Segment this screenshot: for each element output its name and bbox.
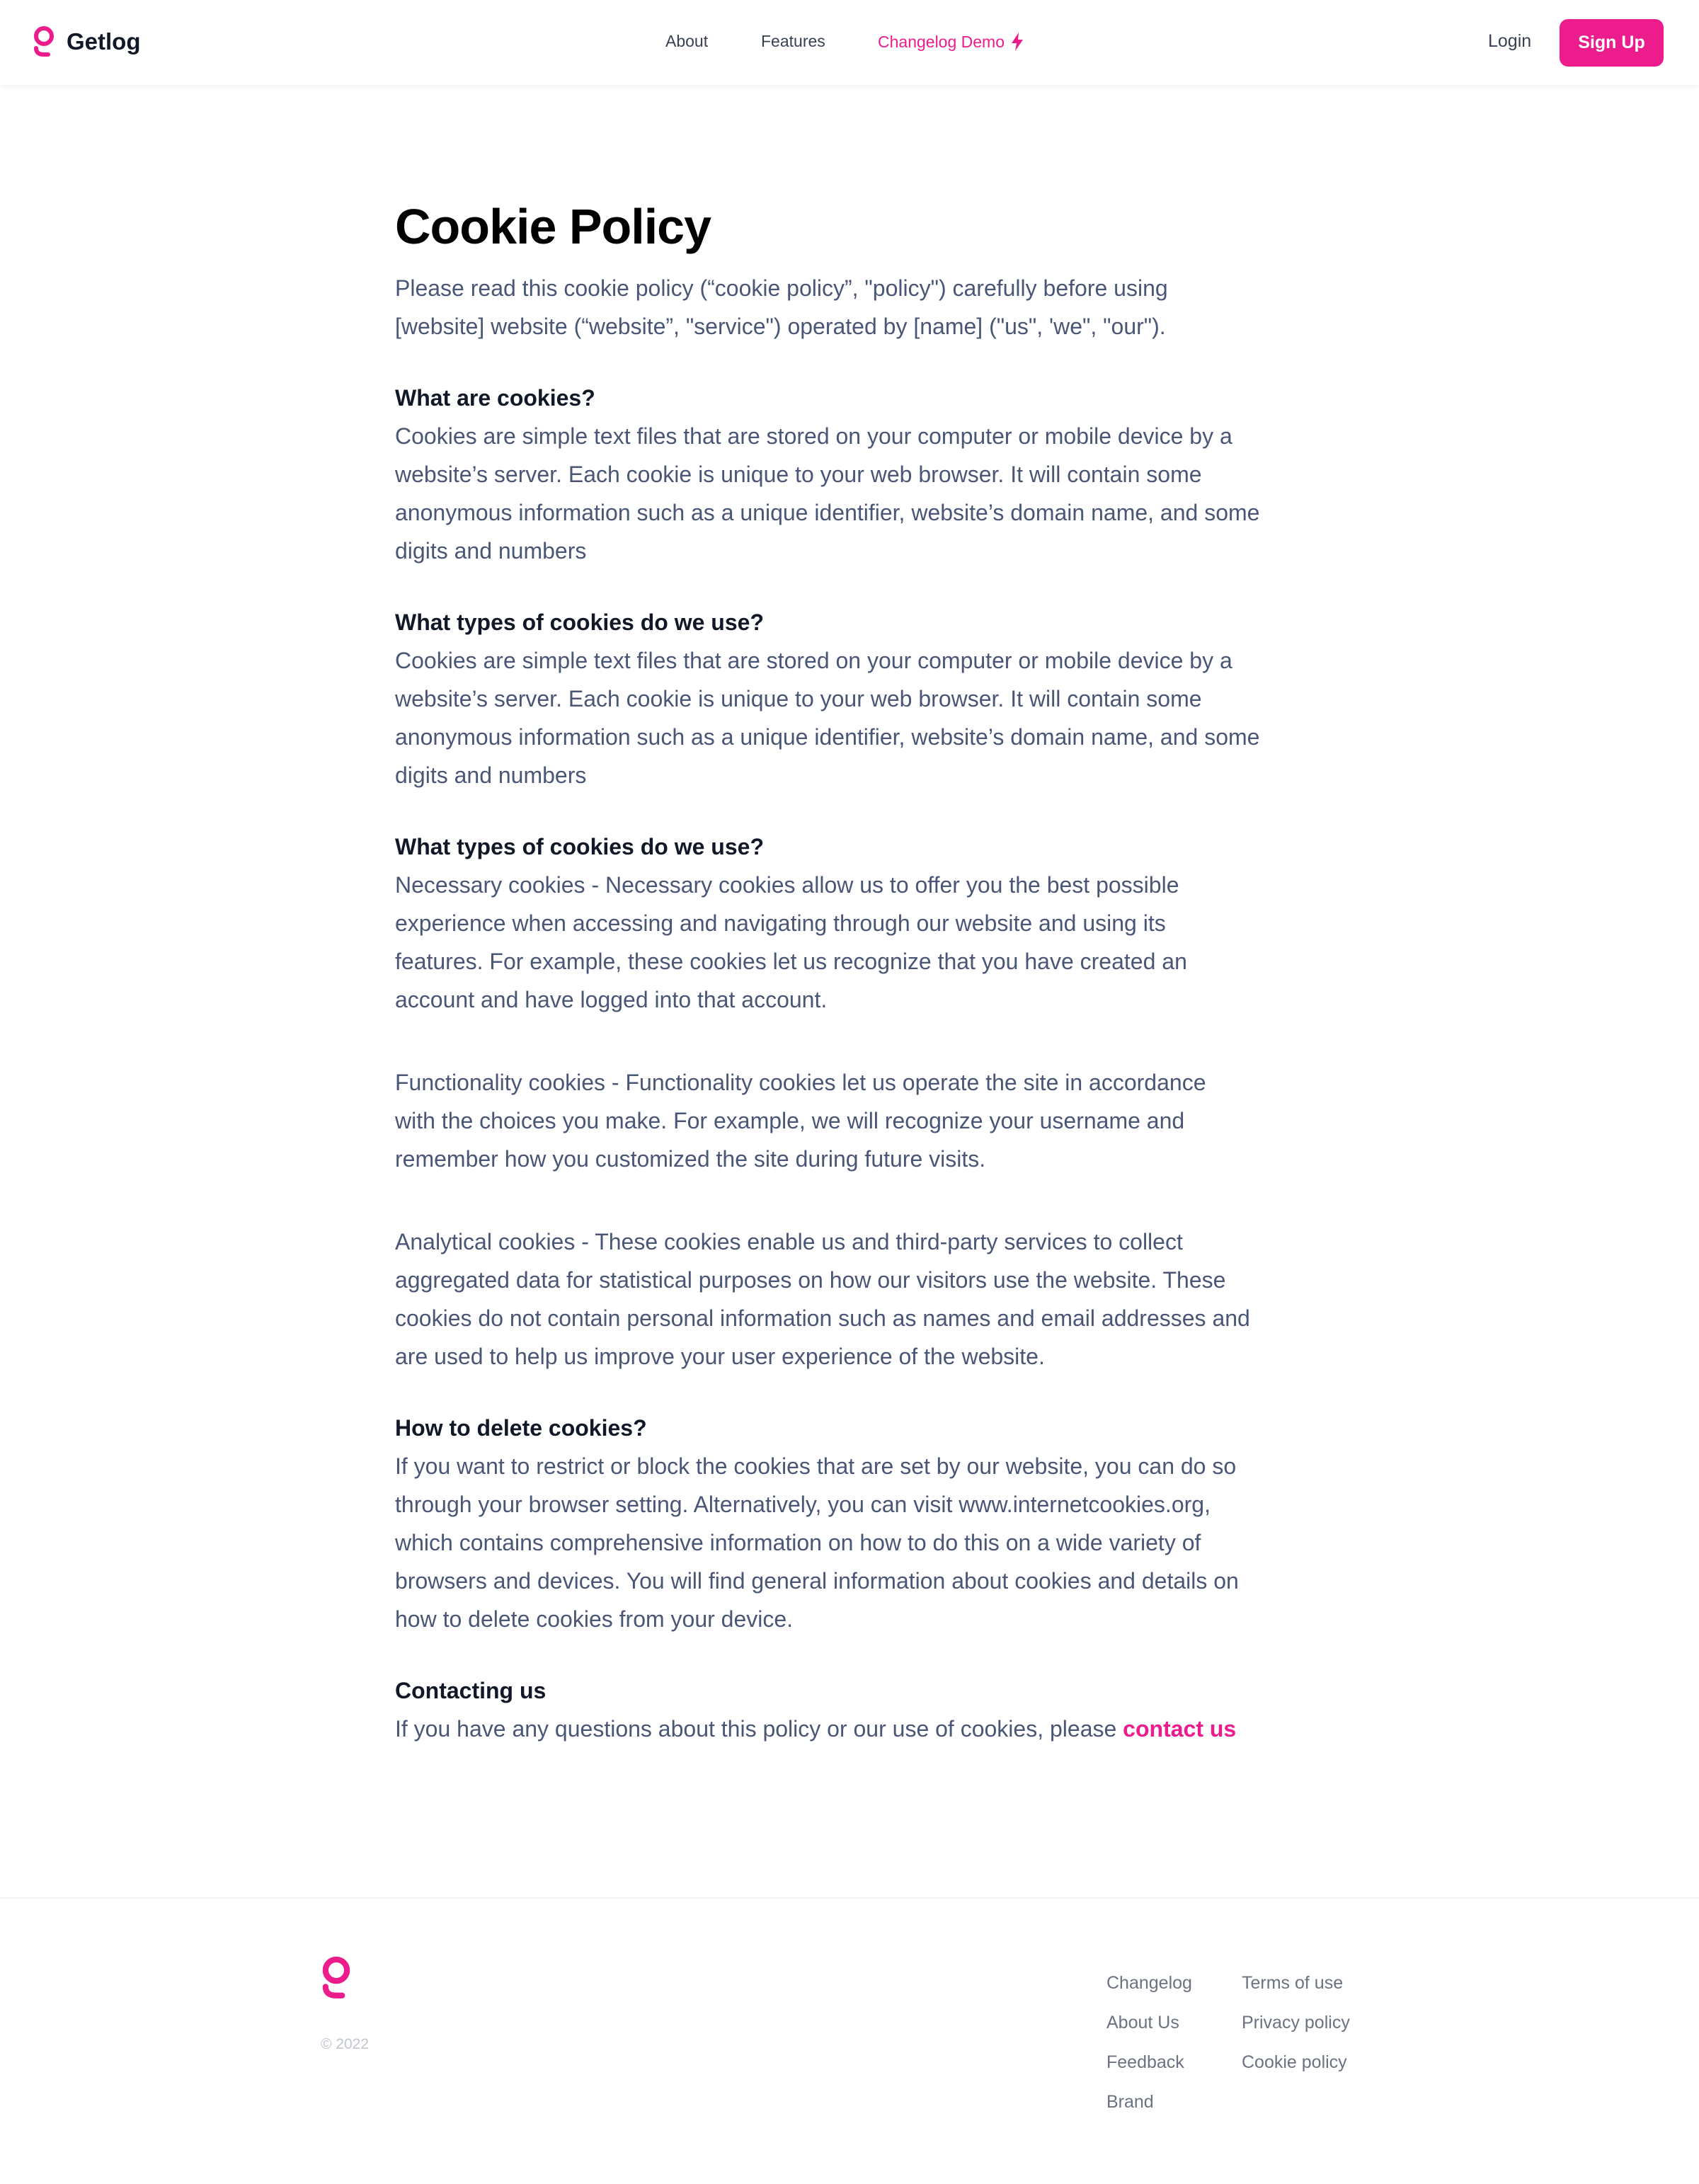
section-delete-cookies: [395, 1409, 1315, 1638]
paragraph-line: with the choices you make. For example, we will recognize your username and: [395, 1108, 1185, 1133]
login-link[interactable]: Login: [1488, 31, 1532, 51]
section-heading: Contacting us: [395, 1678, 547, 1703]
footer-divider: [0, 1897, 1699, 1899]
paragraph-line: anonymous information such as a unique identifier, website’s domain name, and some: [395, 724, 1260, 750]
section-heading: What types of cookies do we use?: [395, 610, 764, 635]
footer-column-legal: [1242, 1963, 1350, 2082]
nav-changelog-demo-link[interactable]: [878, 32, 1024, 52]
intro-line: Please read this cookie policy (“cookie policy”, "policy") carefully before using: [395, 275, 1168, 301]
paragraph-line: digits and numbers: [395, 538, 587, 564]
contact-us-link[interactable]: contact us: [1123, 1716, 1237, 1742]
brand-name: Getlog: [67, 28, 141, 55]
footer-column-product: [1106, 1963, 1192, 2122]
section-contacting-us: [395, 1671, 1315, 1748]
section-what-are-cookies: [395, 379, 1315, 570]
footer-link-privacy[interactable]: Privacy policy: [1242, 2013, 1350, 2033]
section-heading: What are cookies?: [395, 385, 595, 411]
footer-link-changelog[interactable]: Changelog: [1106, 1973, 1192, 1993]
paragraph-line: Analytical cookies - These cookies enable us and third-party services to collect: [395, 1229, 1183, 1254]
footer-link-brand[interactable]: Brand: [1106, 2092, 1154, 2112]
main-nav: [0, 32, 1699, 56]
copyright: © 2022: [321, 2036, 370, 2052]
paragraph-line: If you want to restrict or block the cookies that are set by our website, you can do so: [395, 1453, 1237, 1479]
site-header: [0, 0, 1699, 85]
getlog-logo-icon[interactable]: [321, 1955, 352, 2001]
contact-paragraph: [395, 1710, 1315, 1748]
paragraph-line: are used to help us improve your user experience of the website.: [395, 1344, 1045, 1369]
nav-features-link[interactable]: Features: [761, 32, 825, 50]
section-paragraph: [395, 641, 1315, 794]
section-cookie-types: [395, 603, 1315, 794]
paragraph-line: experience when accessing and navigating through our website and using its: [395, 910, 1166, 936]
section-paragraph: [395, 1447, 1315, 1638]
section-heading: How to delete cookies?: [395, 1415, 647, 1441]
paragraph-line: digits and numbers: [395, 762, 587, 788]
footer-link-cookie-policy[interactable]: Cookie policy: [1242, 2052, 1347, 2072]
sign-up-button[interactable]: Sign Up: [1560, 19, 1664, 67]
footer-link-terms[interactable]: Terms of use: [1242, 1973, 1344, 1993]
footer-link-about-us[interactable]: About Us: [1106, 2013, 1179, 2033]
analytical-cookies-paragraph: [395, 1223, 1315, 1376]
lightning-bolt-icon: [1010, 32, 1024, 52]
paragraph-line: how to delete cookies from your device.: [395, 1606, 794, 1632]
intro-line: [website] website (“website”, "service") operated by [name] ("us", 'we", "our").: [395, 314, 1166, 339]
paragraph-line: browsers and devices. You will find general information about cookies and details on: [395, 1568, 1239, 1594]
paragraph-line: Cookies are simple text files that are stored on your computer or mobile device by a: [395, 648, 1232, 673]
section-paragraph: [395, 417, 1315, 570]
section-cookie-types-detail: [395, 828, 1315, 1376]
nav-changelog-demo-label: Changelog Demo: [878, 32, 1005, 51]
paragraph-line: aggregated data for statistical purposes on how our visitors use the website. These: [395, 1267, 1226, 1293]
paragraph-line: anonymous information such as a unique identifier, website’s domain name, and some: [395, 500, 1260, 525]
section-heading: What types of cookies do we use?: [395, 834, 764, 859]
intro-paragraph: [395, 269, 1315, 345]
functionality-cookies-paragraph: [395, 1063, 1315, 1178]
nav-about-link[interactable]: About: [665, 32, 709, 50]
necessary-cookies-paragraph: [395, 866, 1315, 1019]
paragraph-line: remember how you customized the site during future visits.: [395, 1146, 986, 1172]
paragraph-line: account and have logged into that account.: [395, 987, 828, 1012]
contact-text: If you have any questions about this policy or our use of cookies, please: [395, 1716, 1123, 1742]
paragraph-line: website’s server. Each cookie is unique to your web browser. It will contain some: [395, 686, 1202, 711]
footer-link-feedback[interactable]: Feedback: [1106, 2052, 1184, 2072]
paragraph-line: website’s server. Each cookie is unique to your web browser. It will contain some: [395, 462, 1202, 487]
paragraph-line: cookies do not contain personal information such as names and email addresses and: [395, 1305, 1250, 1331]
paragraph-line: Functionality cookies - Functionality cookies let us operate the site in accordance: [395, 1070, 1206, 1095]
paragraph-line: Necessary cookies - Necessary cookies allow us to offer you the best possible: [395, 872, 1179, 898]
paragraph-line: which contains comprehensive information on how to do this on a wide variety of: [395, 1530, 1201, 1555]
paragraph-line: Cookies are simple text files that are stored on your computer or mobile device by a: [395, 423, 1232, 449]
cookie-policy-content: [395, 191, 1315, 1748]
page-title: Cookie Policy: [395, 199, 711, 254]
paragraph-line: through your browser setting. Alternatively, you can visit www.internetcookies.org,: [395, 1492, 1211, 1517]
paragraph-line: features. For example, these cookies let us recognize that you have created an: [395, 949, 1187, 974]
